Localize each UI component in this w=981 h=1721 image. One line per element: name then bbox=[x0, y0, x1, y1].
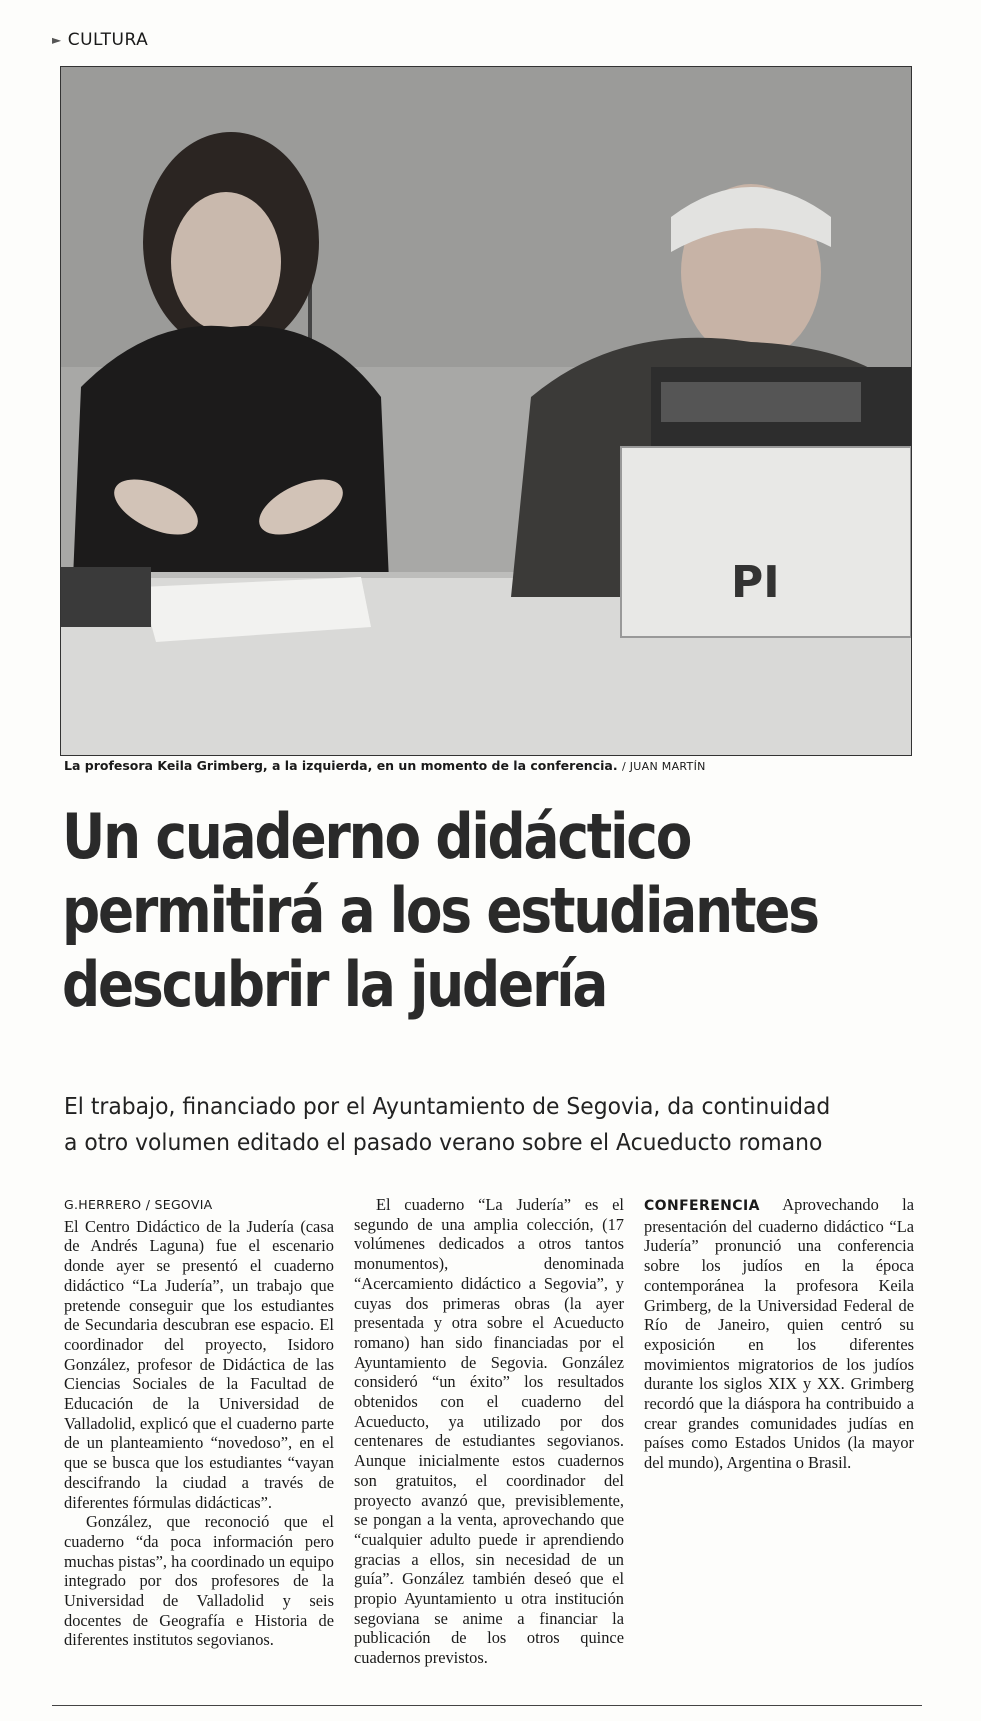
column-1 bbox=[64, 1195, 334, 1695]
paragraph: El cuaderno “La Judería” es el segundo de una amplia colección, (17 volúmenes dedicados a otros tantos monumentos), denominada “Acercamiento didáctico a Segovia”, y cuyas dos primeras obras (la ayer presentada y otra sobre el Acueducto romano) han sido financiadas por el Ayuntamiento de Segovia. González consideró “un éxito” los resultados obtenidos con el cuaderno del Acueducto, ya utilizado por dos centenares de estudiantes segovianos. Aunque inicialmente estos cuadernos son gratuitos, el coordinador del proyecto avanzó que, previsiblemente, se pongan a la venta, aprovechando que “cualquier adulto puede ir aprendiendo gracias a ellos, sin necesidad de un guía”. González también deseó que el propio Ayuntamiento u otra institución segoviana se anime a financiar la publicación de los otros quince cuadernos previstos. bbox=[354, 1195, 624, 1668]
subheadline bbox=[64, 1088, 882, 1160]
lectern-sign: PI bbox=[731, 557, 780, 608]
photo-illustration bbox=[61, 67, 911, 755]
headline bbox=[62, 800, 819, 1022]
arrow-icon: ► bbox=[52, 33, 62, 47]
photo-caption bbox=[64, 758, 706, 773]
article-body bbox=[64, 1195, 914, 1695]
subhead-line: a otro volumen editado el pasado verano sobre el Acueducto romano bbox=[64, 1128, 823, 1156]
headline-line: Un cuaderno didáctico bbox=[62, 800, 691, 873]
lead-word: CONFERENCIA bbox=[644, 1198, 760, 1214]
column-3 bbox=[644, 1195, 914, 1695]
article-photo bbox=[60, 66, 912, 756]
byline: G.HERRERO / SEGOVIA bbox=[64, 1197, 213, 1212]
caption-text: La profesora Keila Grimberg, a la izquierda, en un momento de la conferencia. bbox=[64, 758, 618, 773]
bottom-rule bbox=[52, 1705, 922, 1706]
headline-line: permitirá a los estudiantes bbox=[62, 874, 818, 947]
column-2 bbox=[354, 1195, 624, 1695]
photo-credit: / JUAN MARTÍN bbox=[621, 760, 706, 773]
paragraph: El Centro Didáctico de la Judería (casa de Andrés Laguna) fue el escenario donde ayer se presentó el cuaderno didáctico “La Judería”, un trabajo que pretende conseguir que los estudiantes de Secundaria descubran ese espacio. El coordinador del proyecto, Isidoro González, profesor de Didáctica de las Ciencias Sociales de la Facultad de Educación de la Universidad de Valladolid, explicó que el cuaderno parte de un planteamiento “novedoso”, en el que se busca que los estudiantes “vayan descifrando la ciudad a través de diferentes fórmulas didácticas”. bbox=[64, 1216, 334, 1512]
section-header bbox=[52, 30, 148, 50]
paragraph bbox=[644, 1195, 914, 1473]
paragraph: González, que reconoció que el cuaderno “da poca información pero muchas pistas”, ha coordinado un equipo integrado por dos profesores de la Universidad de Valladolid y seis docentes de Geografía e Historia de diferentes institutos segovianos. bbox=[64, 1512, 334, 1650]
headline-line: descubrir la judería bbox=[62, 948, 607, 1021]
section-label: CULTURA bbox=[67, 30, 149, 50]
subhead-line: El trabajo, financiado por el Ayuntamiento de Segovia, da continuidad bbox=[64, 1092, 831, 1120]
paragraph-text: Aprovechando la presentación del cuaderno didáctico “La Judería” pronunció una conferencia sobre los judíos en la época contemporánea la profesora Keila Grimberg, de la Universidad Federal de Río de Janeiro, quien centró su exposición en los diferentes movimientos migratorios de los judíos durante los siglos XIX y XX. Grimberg recordó que la diáspora ha contribuido a crear grandes comunidades judías en países como Estados Unidos (la mayor del mundo), Argentina o Brasil. bbox=[644, 1195, 914, 1473]
